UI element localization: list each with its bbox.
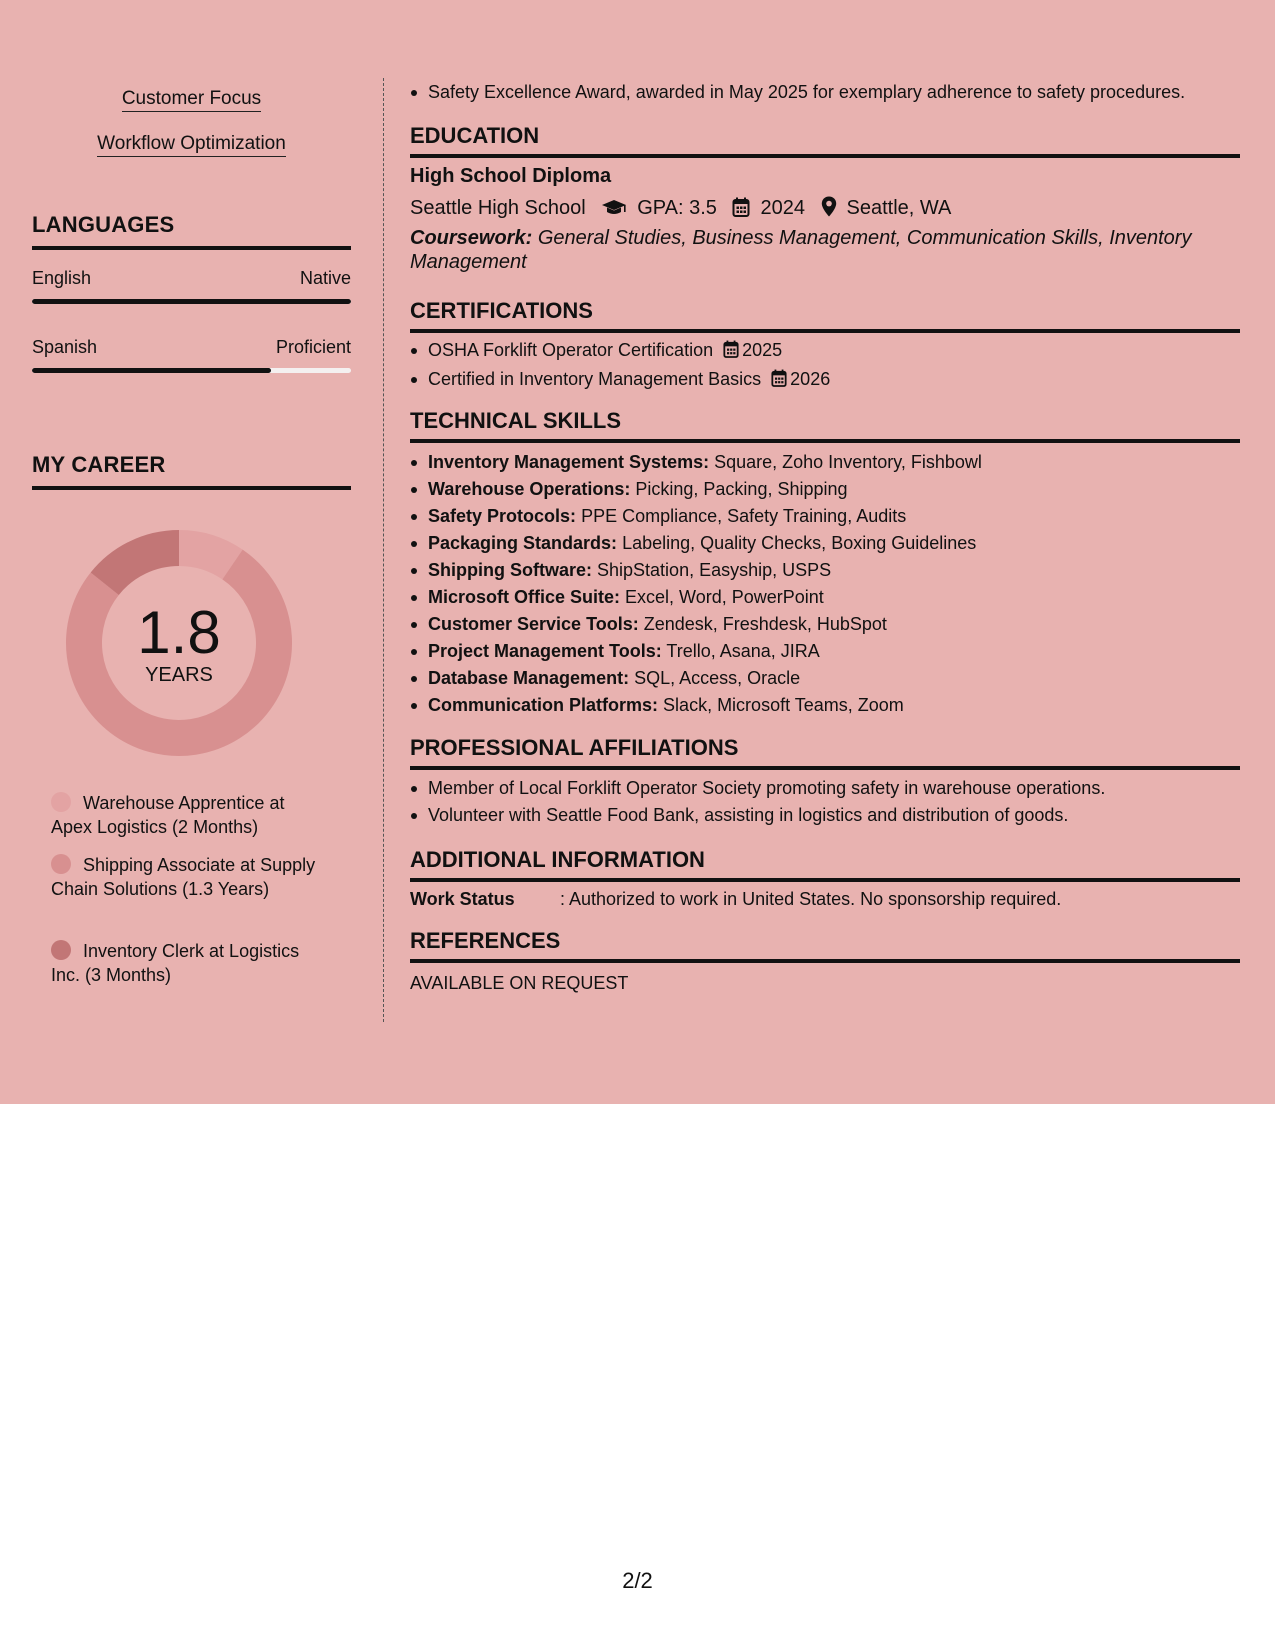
language-name: Spanish <box>32 337 98 357</box>
education-details <box>410 196 951 223</box>
languages-heading: LANGUAGES <box>32 212 351 250</box>
technical-skills-heading: TECHNICAL SKILLS <box>410 408 1240 443</box>
awards-list <box>410 79 1258 106</box>
skill-values: Zendesk, Freshdesk, HubSpot <box>643 614 887 634</box>
skill-values: Trello, Asana, JIRA <box>666 641 820 661</box>
language-row <box>32 268 351 289</box>
certification-name: Certified in Inventory Management Basics <box>428 369 762 389</box>
skill-category: Customer Service Tools: <box>428 614 639 634</box>
certification-item <box>428 366 1258 395</box>
language-bar-fill <box>32 368 271 373</box>
career-donut-chart <box>64 528 294 758</box>
affiliation-item: Volunteer with Seattle Food Bank, assisting in logistics and distribution of goods. <box>428 802 1258 829</box>
skill-values: Slack, Microsoft Teams, Zoom <box>663 695 904 715</box>
skill-label: Workflow Optimization <box>97 133 286 157</box>
skill-category: Safety Protocols: <box>428 506 577 526</box>
skill-category: Inventory Management Systems: <box>428 452 710 472</box>
certifications-heading: CERTIFICATIONS <box>410 298 1240 333</box>
skill-item <box>32 88 351 110</box>
career-item <box>51 939 326 987</box>
affiliations-list <box>410 775 1258 829</box>
skill-values: SQL, Access, Oracle <box>634 668 801 688</box>
technical-skill-item <box>428 611 1258 638</box>
language-bar <box>32 368 351 373</box>
school-location: Seattle, WA <box>846 197 952 219</box>
skill-label: Customer Focus <box>122 88 261 112</box>
technical-skills-list <box>410 449 1258 719</box>
career-dot <box>51 854 71 874</box>
skill-values: Picking, Packing, Shipping <box>635 479 848 499</box>
career-unit: YEARS <box>145 664 213 686</box>
language-bar <box>32 299 351 304</box>
skill-values: Excel, Word, PowerPoint <box>625 587 824 607</box>
school-name: Seattle High School <box>410 197 586 219</box>
calendar-icon <box>732 197 750 223</box>
career-label: Inventory Clerk at Logistics Inc. (3 Months) <box>51 941 300 985</box>
certification-item <box>428 337 1258 366</box>
certifications-list <box>410 337 1258 395</box>
affiliations-heading: PROFESSIONAL AFFILIATIONS <box>410 735 1240 770</box>
technical-skill-item <box>428 530 1258 557</box>
technical-skill-item <box>428 476 1258 503</box>
references-heading: REFERENCES <box>410 928 1240 963</box>
work-status-label: Work Status <box>410 889 515 909</box>
donut-center <box>64 528 294 758</box>
award-item: Safety Excellence Award, awarded in May 2025 for exemplary adherence to safety procedures. <box>428 79 1258 106</box>
work-status-value: : Authorized to work in United States. No sponsorship required. <box>560 889 1062 909</box>
career-item <box>51 853 326 901</box>
technical-skill-item <box>428 692 1258 719</box>
skill-category: Project Management Tools: <box>428 641 662 661</box>
coursework-label: Coursework: <box>410 227 533 249</box>
career-dot <box>51 940 71 960</box>
coursework-list: General Studies, Business Management, Communication Skills, Inventory Management <box>410 227 1192 273</box>
language-level: Proficient <box>275 337 351 357</box>
references-text: AVAILABLE ON REQUEST <box>410 973 629 993</box>
technical-skill-item <box>428 557 1258 584</box>
technical-skill-item <box>428 584 1258 611</box>
skill-category: Packaging Standards: <box>428 533 618 553</box>
location-pin-icon <box>821 196 837 223</box>
degree: High School Diploma <box>410 165 612 187</box>
skill-values: ShipStation, Easyship, USPS <box>597 560 832 580</box>
skill-category: Microsoft Office Suite: <box>428 587 621 607</box>
certification-name: OSHA Forklift Operator Certification <box>428 340 714 360</box>
skill-category: Shipping Software: <box>428 560 592 580</box>
gpa: GPA: 3.5 <box>637 197 717 219</box>
graduation-year: 2024 <box>760 197 805 219</box>
skill-values: Labeling, Quality Checks, Boxing Guidelines <box>622 533 977 553</box>
technical-skill-item <box>428 503 1258 530</box>
career-heading: MY CAREER <box>32 452 351 490</box>
skill-category: Communication Platforms: <box>428 695 659 715</box>
calendar-icon <box>771 368 787 395</box>
skill-values: Square, Zoho Inventory, Fishbowl <box>714 452 982 472</box>
affiliation-item: Member of Local Forklift Operator Society promoting safety in warehouse operations. <box>428 775 1258 802</box>
language-row <box>32 337 351 358</box>
coursework <box>410 226 1210 274</box>
career-total: 1.8 <box>137 599 221 666</box>
page-number: 2/2 <box>622 1568 653 1593</box>
technical-skill-item <box>428 638 1258 665</box>
skill-category: Database Management: <box>428 668 630 688</box>
technical-skill-item <box>428 665 1258 692</box>
skill-category: Warehouse Operations: <box>428 479 631 499</box>
certification-year: 2026 <box>790 369 831 389</box>
column-divider <box>383 78 384 1022</box>
career-item <box>51 791 326 839</box>
language-bar-fill <box>32 299 351 304</box>
technical-skill-item <box>428 449 1258 476</box>
graduation-cap-icon <box>601 199 627 223</box>
career-dot <box>51 792 71 812</box>
calendar-icon <box>723 339 739 366</box>
skill-values: PPE Compliance, Safety Training, Audits <box>581 506 907 526</box>
career-label: Shipping Associate at Supply Chain Solutions (1.3 Years) <box>51 855 316 899</box>
language-name: English <box>32 268 92 288</box>
work-status-row <box>410 889 1061 910</box>
skill-item <box>32 133 351 155</box>
career-label: Warehouse Apprentice at Apex Logistics (2 Months) <box>51 793 285 837</box>
education-heading: EDUCATION <box>410 123 1240 158</box>
additional-info-heading: ADDITIONAL INFORMATION <box>410 847 1240 882</box>
language-level: Native <box>299 268 351 288</box>
certification-year: 2025 <box>742 340 783 360</box>
